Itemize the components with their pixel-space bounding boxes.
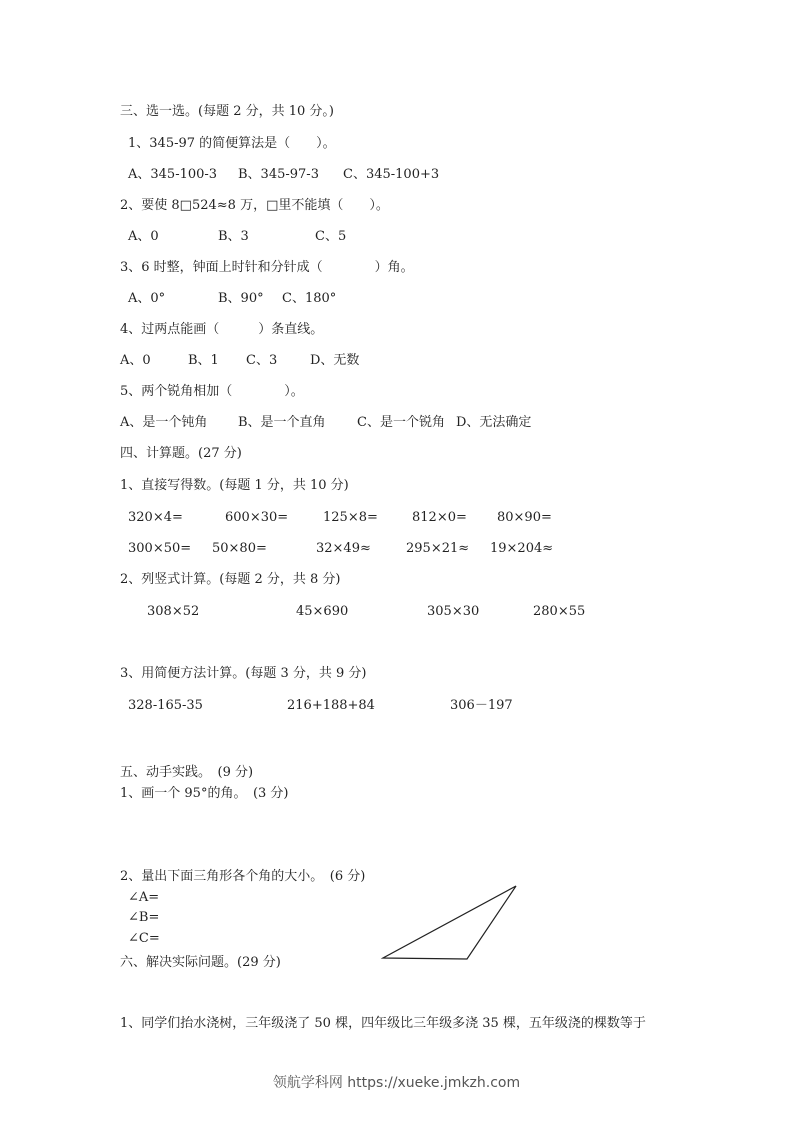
question-3-3: 3、6 时整，钟面上时针和分针成（ ）角。 — [120, 260, 414, 275]
question-3-1: 1、345-97 的简便算法是（ ）。 — [128, 136, 336, 151]
calc-item: 80×90= — [497, 510, 552, 525]
calc-item: 812×0= — [412, 510, 467, 525]
angle-b-label: ∠B= — [128, 910, 160, 925]
calc-item: 125×8= — [323, 510, 378, 525]
calc-item: 320×4= — [128, 510, 183, 525]
angle-a-label: ∠A= — [128, 890, 160, 905]
option-a: A、0 — [128, 229, 159, 244]
option-a: A、345-100-3 — [128, 167, 218, 182]
section-5-heading: 五、动手实践。 (9 分) — [120, 765, 254, 780]
question-5-2: 2、量出下面三角形各个角的大小。 (6 分) — [120, 869, 366, 884]
question-6-1: 1、同学们抬水浇树，三年级浇了 50 棵，四年级比三年级多浇 35 棵，五年级浇的棵数等于 — [120, 1016, 646, 1031]
option-b: B、345-97-3 — [238, 167, 319, 182]
calc-item: 216+188+84 — [287, 698, 375, 713]
option-a: A、0 — [120, 353, 151, 368]
option-b: B、90° — [218, 291, 264, 306]
question-3-5: 5、两个锐角相加（ ）。 — [120, 384, 304, 399]
calc-item: 308×52 — [147, 604, 200, 619]
calc-item: 19×204≈ — [490, 541, 554, 556]
question-3-4: 4、过两点能画（ ）条直线。 — [120, 322, 324, 337]
calc-item: 280×55 — [533, 604, 586, 619]
option-b: B、3 — [218, 229, 249, 244]
calc-item: 328-165-35 — [128, 698, 203, 713]
option-d: D、无数 — [310, 353, 360, 368]
option-c: C、3 — [246, 353, 278, 368]
calc-item: 600×30= — [225, 510, 289, 525]
option-a: A、是一个钝角 — [120, 415, 208, 430]
section-6-heading: 六、解决实际问题。(29 分) — [120, 955, 281, 970]
option-b: B、1 — [188, 353, 219, 368]
angle-c-label: ∠C= — [128, 931, 160, 946]
calc-item: 50×80= — [212, 541, 267, 556]
calc-item: 300×50= — [128, 541, 192, 556]
calc-item: 306－197 — [450, 698, 513, 713]
question-3-2: 2、要使 8□524≈8 万，□里不能填（ ）。 — [120, 198, 389, 213]
option-c: C、5 — [315, 229, 347, 244]
subsection-4-2: 2、列竖式计算。(每题 2 分，共 8 分) — [120, 572, 341, 587]
option-d: D、无法确定 — [456, 415, 532, 430]
calc-item: 295×21≈ — [406, 541, 470, 556]
section-4-heading: 四、计算题。(27 分) — [120, 446, 242, 461]
question-5-1: 1、画一个 95°的角。 (3 分) — [120, 786, 289, 801]
option-c: C、345-100+3 — [343, 167, 440, 182]
option-c: C、是一个锐角 — [357, 415, 445, 430]
calc-item: 32×49≈ — [316, 541, 371, 556]
subsection-4-1: 1、直接写得数。(每题 1 分，共 10 分) — [120, 478, 349, 493]
subsection-4-3: 3、用简便方法计算。(每题 3 分，共 9 分) — [120, 666, 367, 681]
calc-item: 45×690 — [296, 604, 349, 619]
footer-watermark: 领航学科网 https://xueke.jmkzh.com — [272, 1075, 521, 1091]
option-c: C、180° — [282, 291, 337, 306]
option-a: A、0° — [128, 291, 166, 306]
calc-item: 305×30 — [427, 604, 480, 619]
section-3-heading: 三、选一选。(每题 2 分，共 10 分。) — [120, 104, 334, 119]
option-b: B、是一个直角 — [238, 415, 326, 430]
triangle-shape — [383, 886, 516, 959]
